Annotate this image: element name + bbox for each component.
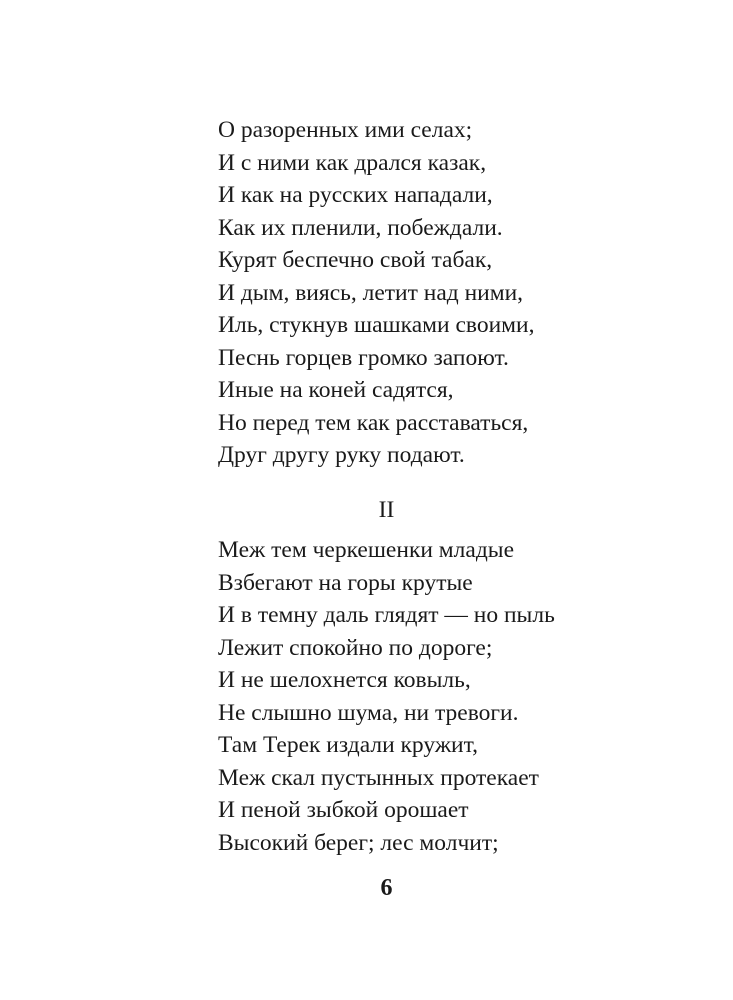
verse-line: И дым, виясь, летит над ними,	[218, 279, 524, 306]
stanza-2	[218, 534, 555, 859]
verse-line: Меж тем черкешенки младые	[218, 537, 515, 563]
verse-line: Песнь горцев громко запоют.	[218, 344, 509, 371]
verse-line: Иные на коней садятся,	[218, 377, 454, 403]
verse-line: Иль, стукнув шашками своими,	[218, 312, 535, 338]
verse-line: И в темну даль глядят — но пыль	[218, 602, 555, 628]
verse-line: Лежит спокойно по дороге;	[218, 634, 493, 661]
verse-line: О разоренных ими селах;	[218, 117, 473, 143]
section-heading: II	[378, 497, 395, 523]
verse-line: И не шелохнется ковыль,	[218, 667, 471, 693]
verse-line: Но перед тем как расставаться,	[218, 409, 529, 436]
page-number: 6	[380, 875, 393, 901]
stanza-1	[218, 114, 534, 472]
verse-line: Высокий берег; лес молчит;	[218, 829, 499, 856]
verse-line: Как их пленили, побеждали.	[218, 214, 503, 241]
verse-line: И с ними как дрался казак,	[218, 149, 487, 176]
verse-line: И пеной зыбкой орошает	[218, 797, 469, 823]
verse-line: Меж скал пустынных протекает	[218, 764, 539, 791]
verse-line: Взбегают на горы крутые	[218, 569, 473, 596]
verse-line: Там Терек издали кружит,	[218, 732, 479, 758]
verse-line: Курят беспечно свой табак,	[218, 247, 493, 273]
verse-line: Друг другу руку подают.	[218, 442, 465, 468]
verse-line: Не слышно шума, ни тревоги.	[218, 699, 519, 726]
verse-line: И как на русских нападали,	[218, 182, 493, 208]
